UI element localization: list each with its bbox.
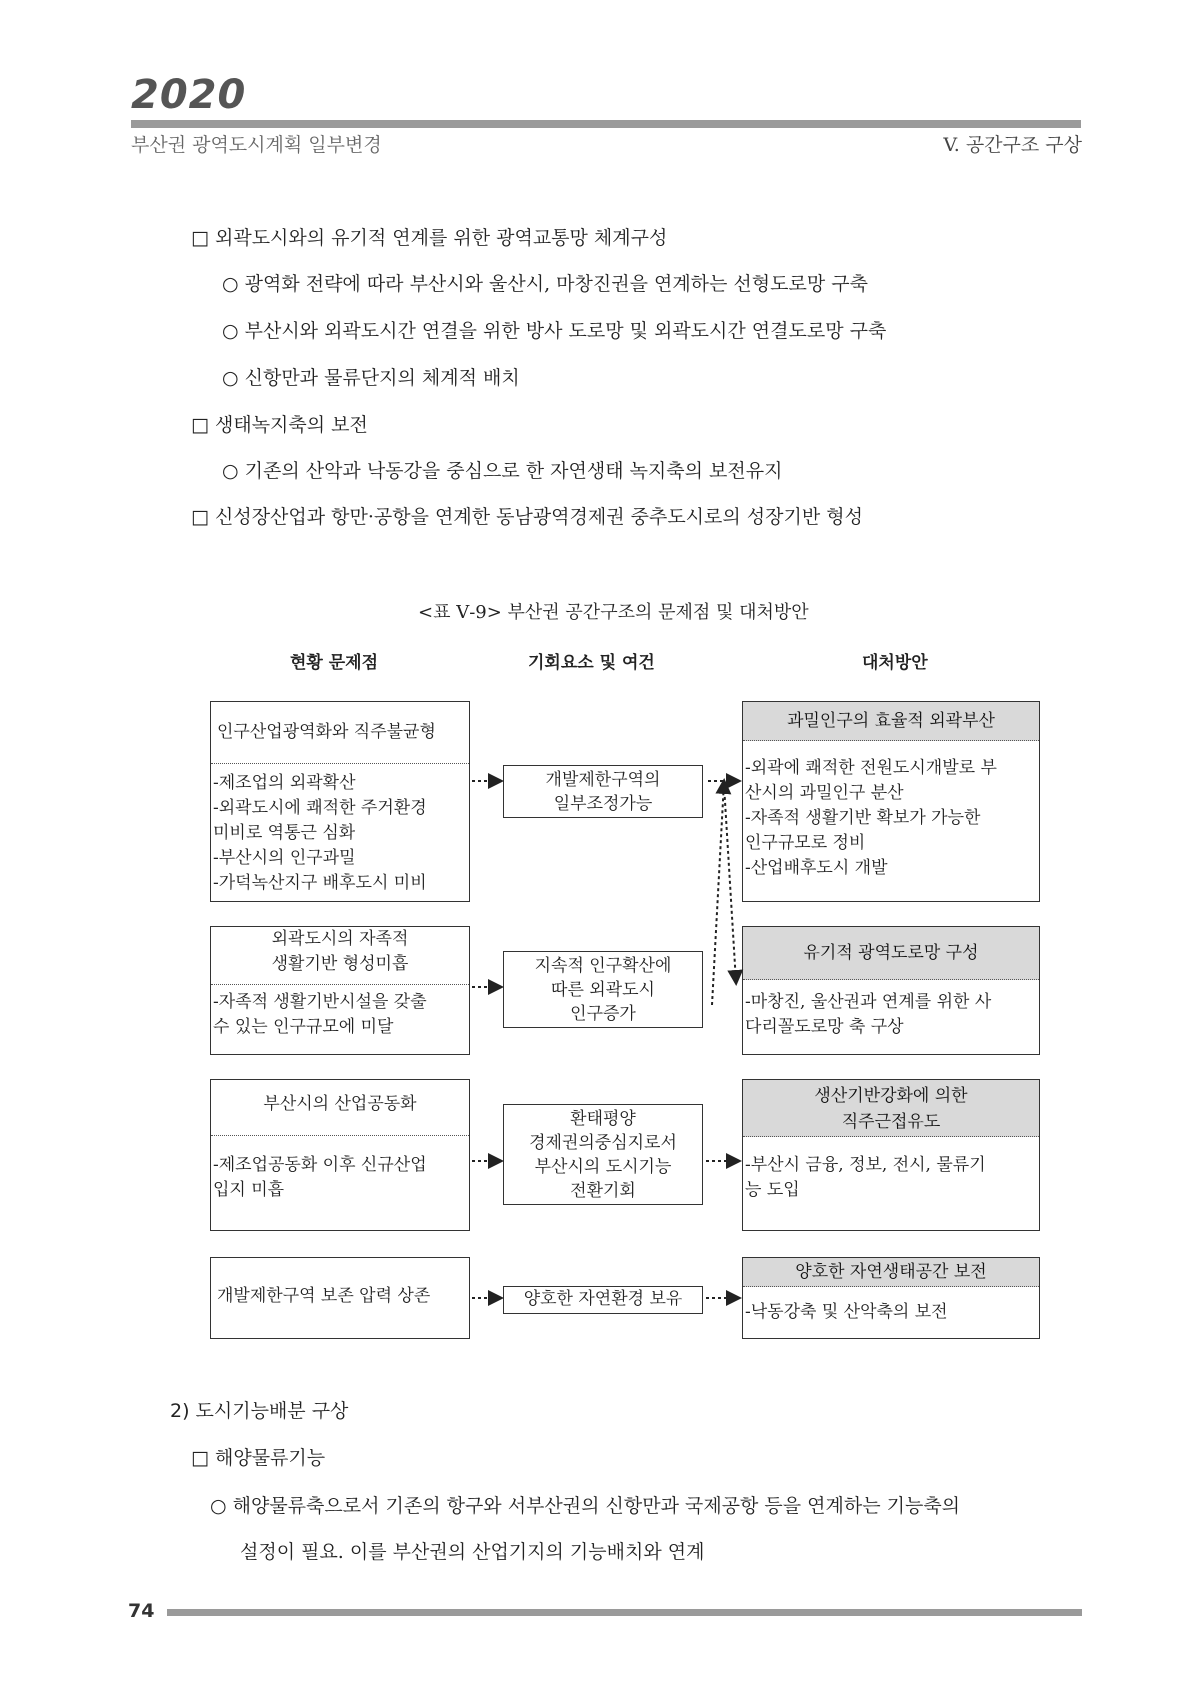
bullet-green-axis: □ 생태녹지축의 보전 xyxy=(191,414,368,436)
problem-item: -자족적 생활기반시설을 갖출 xyxy=(213,992,427,1012)
problem-item: -부산시의 인구과밀 xyxy=(213,848,356,868)
sub-bullet-radial-road: ○ 부산시와 외곽도시간 연결을 위한 방사 도로망 및 외곽도시간 연결도로망 구축 xyxy=(222,320,887,342)
problem-title: 인구산업광역화와 직주불균형 xyxy=(217,722,436,742)
sub-bullet-linear-road: ○ 광역화 전략에 따라 부산시와 울산시, 마창진권을 연계하는 선형도로망 구축 xyxy=(222,273,868,295)
bullet-growth-base: □ 신성장산업과 항만·공항을 연계한 동남광역경제권 중추도시로의 성장기반 형성 xyxy=(191,506,863,528)
arrow-diagonal-up xyxy=(712,782,724,1005)
solution-title: 유기적 광역도로망 구성 xyxy=(743,927,1039,980)
solution-item: -자족적 생활기반 확보가 가능한 xyxy=(745,808,981,828)
solution-item: -외곽에 쾌적한 전원도시개발로 부 xyxy=(745,758,997,778)
opportunity-line: 일부조정가능 xyxy=(553,794,653,814)
problem-title: 개발제한구역 보존 압력 상존 xyxy=(217,1286,431,1306)
problem-item: -외곽도시에 쾌적한 주거환경 xyxy=(213,798,427,818)
opportunity-line: 인구증가 xyxy=(570,1004,636,1024)
opportunity-line: 부산시의 도시기능 xyxy=(534,1157,672,1177)
problem-item: 수 있는 인구규모에 미달 xyxy=(213,1017,394,1037)
col-header-opportunities: 기회요소 및 여건 xyxy=(528,653,655,673)
header-year: 2020 xyxy=(131,72,247,118)
arrow-down-to-row2 xyxy=(724,785,736,982)
opportunity-line: 지속적 인구확산에 xyxy=(534,956,672,976)
opportunity-line: 개발제한구역의 xyxy=(545,770,661,790)
table-caption: <표 Ⅴ-9> 부산권 공간구조의 문제점 및 대처방안 xyxy=(418,602,809,623)
section-heading: 2) 도시기능배분 구상 xyxy=(170,1400,349,1422)
problem-item: -가덕녹산지구 배후도시 미비 xyxy=(213,873,427,893)
chapter-title: V. 공간구조 구상 xyxy=(943,134,1082,156)
problem-title: 외곽도시의 자족적 xyxy=(271,929,409,949)
solution-title: 과밀인구의 효율적 외곽부산 xyxy=(743,702,1039,741)
solution-item: -부산시 금융, 정보, 전시, 물류기 xyxy=(745,1155,986,1175)
page-number: 74 xyxy=(128,1600,155,1622)
solution-title-line: 생산기반강화에 의한 xyxy=(814,1086,968,1106)
bullet-transport: □ 외곽도시와의 유기적 연계를 위한 광역교통망 체계구성 xyxy=(191,227,668,249)
col-header-solutions: 대처방안 xyxy=(862,653,928,673)
document-title: 부산권 광역도시계획 일부변경 xyxy=(131,134,382,156)
solution-item: -낙동강축 및 산악축의 보전 xyxy=(745,1302,948,1322)
solution-title-line: 직주근접유도 xyxy=(841,1112,941,1132)
solution-title: 양호한 자연생태공간 보전 xyxy=(743,1258,1039,1287)
solution-item: 능 도입 xyxy=(745,1180,800,1200)
opportunity-line: 환태평양 xyxy=(570,1109,636,1129)
problem-item: -제조업의 외곽확산 xyxy=(213,773,356,793)
solution-item: -마창진, 울산권과 연계를 위한 사 xyxy=(745,992,992,1012)
solution-item: 다리꼴도로망 축 구상 xyxy=(745,1017,904,1037)
paragraph-line-2: 설정이 필요. 이를 부산권의 산업기지의 기능배치와 연계 xyxy=(240,1541,705,1563)
opportunity-line: 경제권의중심지로서 xyxy=(529,1133,677,1153)
bullet-marine-logistics: □ 해양물류기능 xyxy=(191,1447,326,1469)
problem-item: 미비로 역통근 심화 xyxy=(213,823,356,843)
sub-bullet-port: ○ 신항만과 물류단지의 체계적 배치 xyxy=(222,367,520,389)
solution-item: -산업배후도시 개발 xyxy=(745,858,888,878)
paragraph-line-1: ○ 해양물류축으로서 기존의 항구와 서부산권의 신항만과 국제공항 등을 연계하는 기능축의 xyxy=(210,1495,961,1517)
footer-rule xyxy=(167,1609,1082,1616)
col-header-problems: 현황 문제점 xyxy=(290,653,379,673)
problem-title: 부산시의 산업공동화 xyxy=(263,1094,417,1114)
solution-item: 산시의 과밀인구 분산 xyxy=(745,783,904,803)
solution-item: 인구규모로 정비 xyxy=(745,833,866,853)
opportunity-line: 따른 외곽도시 xyxy=(551,980,655,1000)
problem-item: -제조업공동화 이후 신규산업 xyxy=(213,1155,427,1175)
problem-item: 입지 미흡 xyxy=(213,1180,285,1200)
problem-title: 생활기반 형성미흡 xyxy=(271,954,409,974)
opportunity-line: 양호한 자연환경 보유 xyxy=(523,1289,683,1309)
opportunity-line: 전환기회 xyxy=(570,1181,636,1201)
sub-bullet-green-axis: ○ 기존의 산악과 낙동강을 중심으로 한 자연생태 녹지축의 보전유지 xyxy=(222,460,783,482)
